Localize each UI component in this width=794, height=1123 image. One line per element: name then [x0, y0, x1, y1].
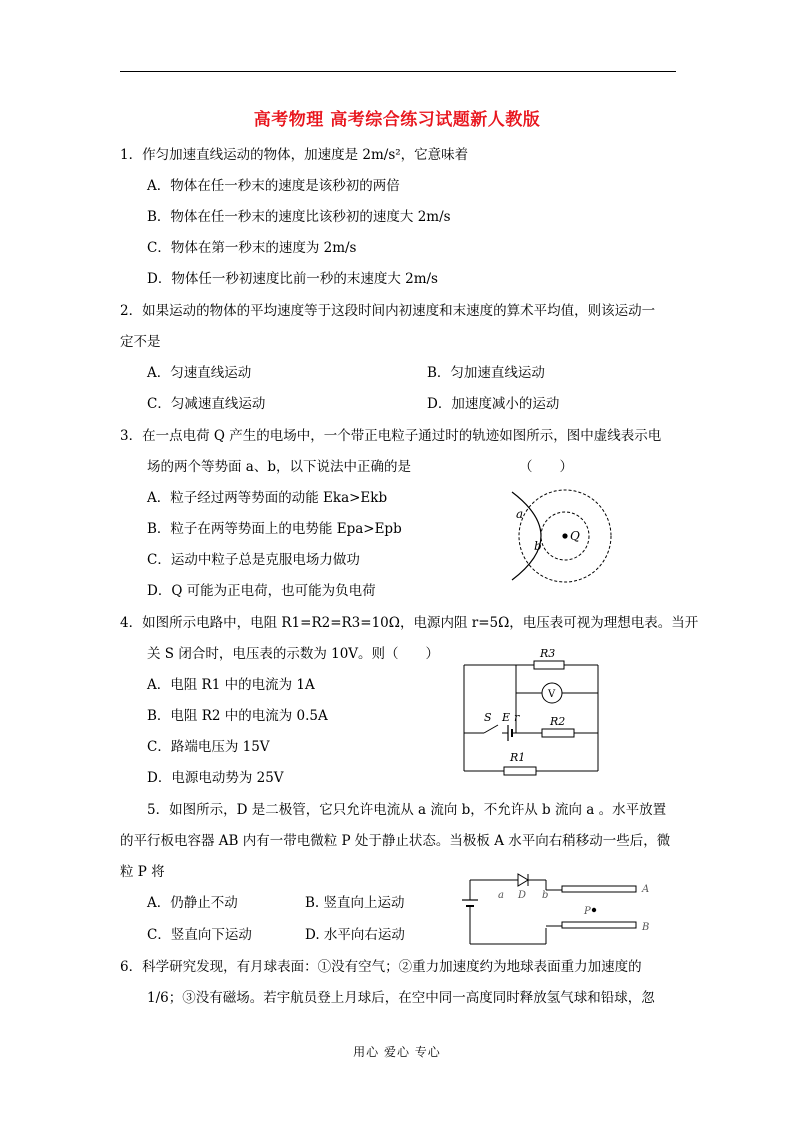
- q3-stem-line2: 场的两个等势面 a、b，以下说法中正确的是: [147, 459, 411, 475]
- plate-a: [562, 886, 636, 892]
- q1-option-b: B．物体在任一秒末的速度比该秒初的速度大 2m/s: [147, 209, 451, 225]
- q1-option-c: C．物体在第一秒末的速度为 2m/s: [147, 240, 357, 256]
- label-q: Q: [570, 529, 580, 543]
- resistor-r1: [504, 767, 536, 775]
- q5-option-c: C．竖直向下运动: [147, 927, 252, 943]
- q2-stem-line2: 定不是: [120, 334, 161, 350]
- label-r1: R1: [510, 751, 526, 764]
- q6-stem-line2: 1/6；③没有磁场。若宇航员登上月球后，在空中同一高度同时释放氢气球和铅球，忽: [147, 990, 655, 1006]
- label-r: r: [514, 711, 520, 724]
- q2-stem-line1: 2．如果运动的物体的平均速度等于这段时间内初速度和末速度的算术平均值，则该运动一: [120, 303, 656, 319]
- q6-stem-line1: 6．科学研究发现，有月球表面：①没有空气；②重力加速度约为地球表面重力加速度的: [120, 959, 642, 975]
- q3-stem-line1: 3．在一点电荷 Q 产生的电场中，一个带正电粒子通过时的轨迹如图所示，图中虚线表示电: [120, 428, 662, 444]
- q2-option-d: D．加速度减小的运动: [427, 396, 560, 412]
- q3-answer-blank: （ ）: [519, 459, 573, 475]
- label-r2: R2: [550, 715, 566, 728]
- header-rule: [120, 71, 676, 72]
- q2-option-b: B．匀加速直线运动: [427, 365, 545, 381]
- q4-option-b: B．电阻 R2 中的电流为 0.5A: [147, 708, 328, 724]
- q4-option-a: A．电阻 R1 中的电流为 1A: [147, 677, 315, 693]
- label-b: b: [534, 539, 542, 553]
- q5-stem-line3: 粒 P 将: [120, 864, 165, 880]
- q1-option-a: A．物体在任一秒末的速度是该秒初的两倍: [147, 178, 400, 194]
- q3-option-a: A．粒子经过两等势面的动能 Eka>Ekb: [147, 490, 388, 506]
- diode-triangle: [518, 874, 528, 886]
- q5-option-a: A．仍静止不动: [147, 895, 238, 911]
- q5-stem-line2: 的平行板电容器 AB 内有一带电微粒 P 处于静止状态。当极板 A 水平向右稍移动一些后，微: [120, 833, 671, 849]
- label-a: a: [516, 507, 524, 521]
- label-e: E: [502, 711, 511, 724]
- q2-option-c: C．匀减速直线运动: [147, 396, 266, 412]
- charge-q-dot: [562, 533, 567, 538]
- label-r3: R3: [540, 647, 556, 660]
- label-s: S: [484, 711, 492, 724]
- q5-capacitor-figure: [458, 868, 668, 948]
- switch-s: [484, 725, 498, 733]
- q1-stem: 1．作匀加速直线运动的物体，加速度是 2m/s²，它意味着: [120, 147, 469, 163]
- q4-option-c: C．路端电压为 15V: [147, 739, 270, 755]
- page-title: 高考物理 高考综合练习试题新人教版: [253, 110, 541, 130]
- trajectory-curve: [512, 492, 541, 580]
- q4-circuit-figure: [462, 643, 602, 775]
- q4-stem-line1: 4．如图所示电路中，电阻 R1=R2=R3=10Ω，电源内阻 r=5Ω，电压表可视为理想电表。当开: [120, 615, 699, 631]
- q3-option-c: C．运动中粒子总是克服电场力做功: [147, 552, 360, 568]
- q3-option-d: D．Q 可能为正电荷，也可能为负电荷: [147, 583, 376, 599]
- plate-b: [562, 922, 636, 928]
- q1-option-d: D．物体任一秒初速度比前一秒的末速度大 2m/s: [147, 271, 438, 287]
- particle-p: [592, 908, 596, 912]
- q5-stem-line1: 5．如图所示，D 是二极管，它只允许电流从 a 流向 b，不允许从 b 流向 a 。水平放置: [147, 802, 667, 818]
- resistor-r2: [542, 729, 574, 737]
- q3-field-figure: [500, 484, 620, 588]
- q2-option-a: A．匀速直线运动: [147, 365, 252, 381]
- label-b-node: b: [542, 890, 549, 901]
- q3-option-b: B．粒子在两等势面上的电势能 Epa>Epb: [147, 521, 402, 537]
- label-d: D: [518, 890, 527, 901]
- q4-stem-line2: 关 S 闭合时，电压表的示数为 10V。则（ ）: [147, 646, 440, 662]
- label-plate-a: A: [642, 884, 650, 895]
- label-a-node: a: [498, 890, 504, 901]
- label-plate-b: B: [642, 922, 650, 933]
- resistor-r3: [534, 661, 564, 669]
- q4-option-d: D．电源电动势为 25V: [147, 770, 284, 786]
- label-v: V: [548, 689, 556, 700]
- q5-option-b: B. 竖直向上运动: [305, 895, 405, 911]
- q5-option-d: D. 水平向右运动: [305, 927, 405, 943]
- page-footer: 用心 爱心 专心: [353, 1045, 441, 1059]
- label-p: P: [584, 906, 591, 917]
